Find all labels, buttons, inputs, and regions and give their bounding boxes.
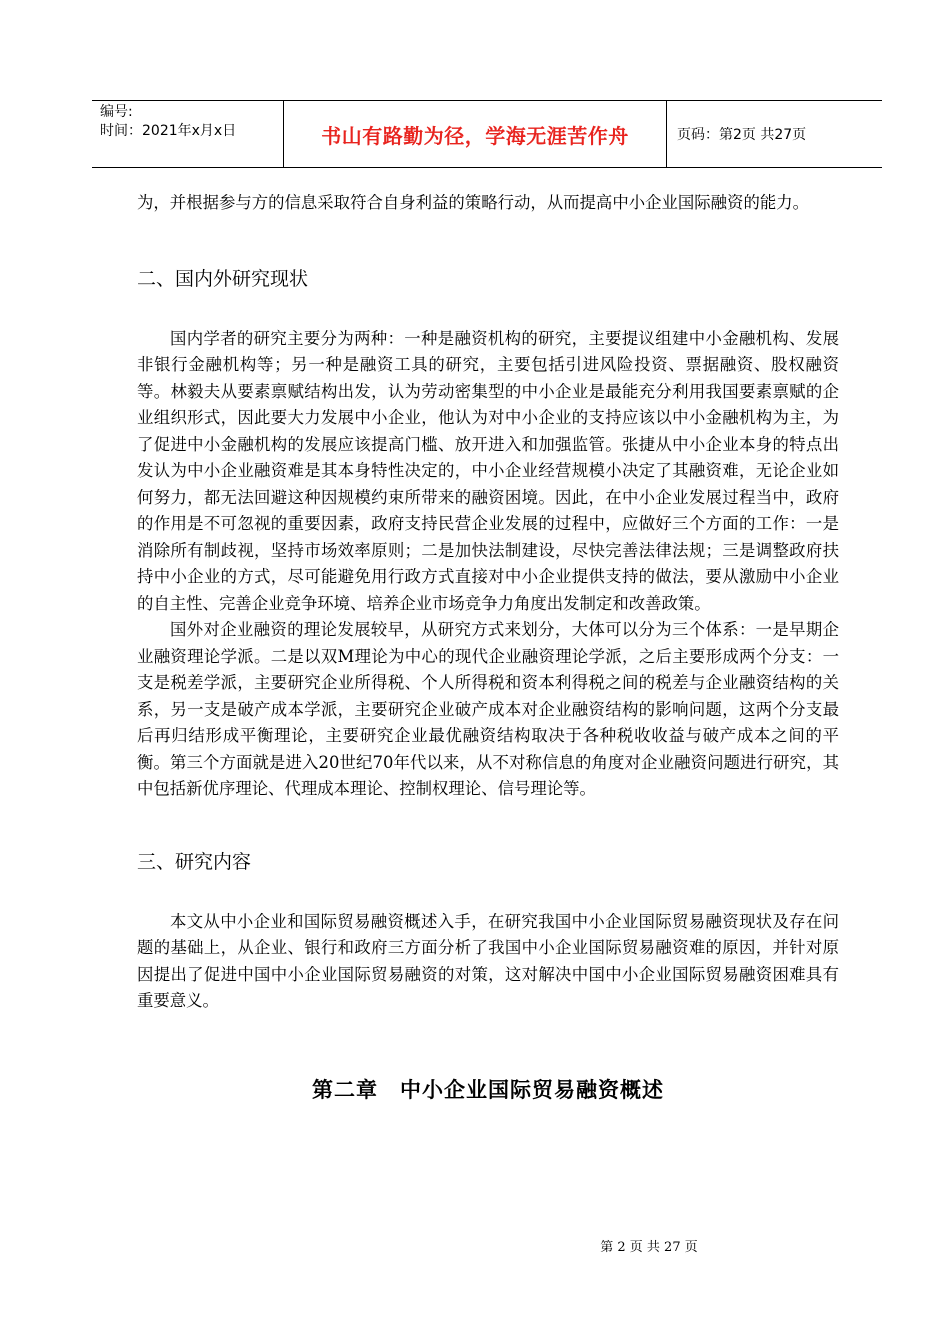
section-heading-research-content: 三、研究内容 [137, 850, 252, 873]
foreign-research-paragraph: 国外对企业融资的理论发展较早，从研究方式来划分，大体可以分为三个体系：一是早期企业融资理论学派。二是以双M理论为中心的现代企业融资理论学派，之后主要形成两个分支：一支是税差学派，主要研究企业所得税、个人所得税和资本利得税之间的税差与企业融资结构的关系，另一支是破产成本学派，主要研究企业破产成本对企业融资结构的影响问题，这两个分支最后再归结形成平衡理论，主要研究企业最优融资结构取决于各种税收收益与破产成本之间的平衡。第三个方面就是进入20世纪70年代以来，从不对称信息的角度对企业融资问题进行研究，其中包括新优序理论、代理成本理论、控制权理论、信号理论等。 [137, 620, 839, 798]
page-header [92, 100, 882, 168]
continuation-paragraph: 为，并根据参与方的信息采取符合自身利益的策略行动，从而提高中小企业国际融资的能力。 [137, 193, 810, 212]
page-info: 页码：第2页 共27页 [677, 127, 807, 143]
header-meta-cell [92, 101, 284, 167]
domestic-research-paragraph: 国内学者的研究主要分为两种：一种是融资机构的研究，主要提议组建中小金融机构、发展非银行金融机构等；另一种是融资工具的研究，主要包括引进风险投资、票据融资、股权融资等。林毅夫从要素禀赋结构出发，认为劳动密集型的中小企业是最能充分利用我国要素禀赋的企业组织形式，因此要大力发展中小企业，他认为对中小企业的支持应该以中小金融机构为主，为了促进中小金融机构的发展应该提高门槛、放开进入和加强监管。张捷从中小企业本身的特点出发认为中小企业融资难是其本身特性决定的，中小企业经营规模小决定了其融资难，无论企业如何努力，都无法回避这种因规模约束所带来的融资困境。因此，在中小企业发展过程当中，政府的作用是不可忽视的重要因素，政府支持民营企业发展的过程中，应做好三个方面的工作：一是消除所有制歧视，坚持市场效率原则；二是加快法制建设，尽快完善法律法规；三是调整政府扶持中小企业的方式，尽可能避免用行政方式直接对中小企业提供支持的做法，要从激励中小企业的自主性、完善企业竞争环境、培养企业市场竞争力角度出发制定和改善政策。 [137, 328, 839, 613]
document-body [137, 190, 839, 1105]
header-page-cell [667, 101, 882, 167]
header-motto-cell [284, 101, 667, 167]
chapter-title: 第二章 中小企业国际贸易融资概述 [312, 1077, 664, 1102]
research-content-paragraph: 本文从中小企业和国际贸易融资概述入手，在研究我国中小企业国际贸易融资现状及存在问题的基础上，从企业、银行和政府三方面分析了我国中小企业国际贸易融资难的原因，并针对原因提出了促进中国中小企业国际贸易融资的对策，这对解决中国中小企业国际贸易融资困难具有重要意义。 [137, 911, 839, 1010]
footer-page-number: 第 2 页 共 27 页 [600, 1240, 698, 1255]
motto-text: 书山有路勤为径，学海无涯苦作舟 [321, 123, 629, 148]
section-heading-research-status: 二、国内外研究现状 [137, 267, 309, 290]
number-label: 编号: [100, 104, 133, 120]
page-footer [0, 1236, 950, 1255]
time-label: 时间：2021年x月x日 [100, 123, 237, 139]
